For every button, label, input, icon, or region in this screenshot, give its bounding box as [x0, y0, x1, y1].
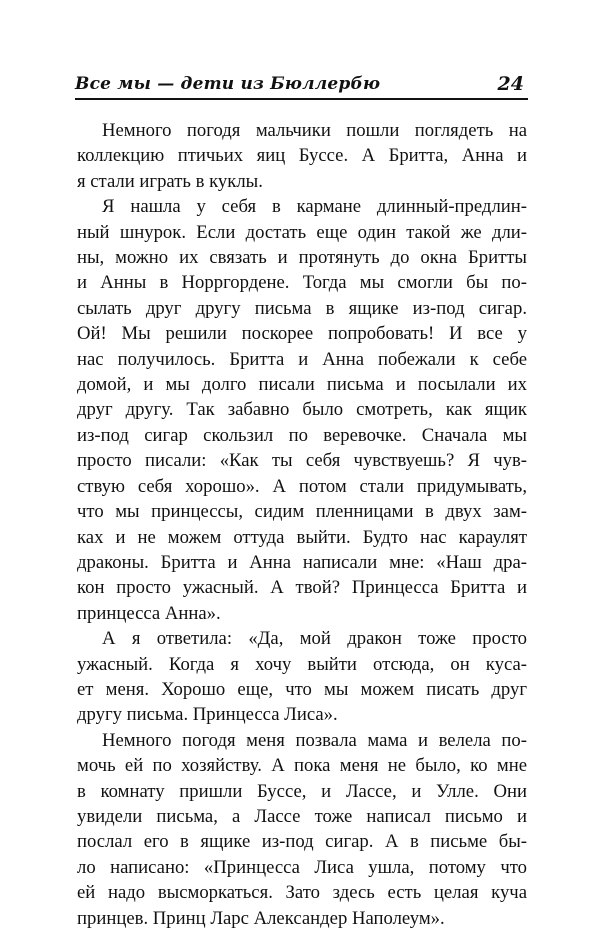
text-line: ках и не можем оттуда выйти. Будто нас караулят: [77, 526, 527, 548]
text-line: ный шнурок. Если достать еще один такой же дли-: [77, 221, 527, 243]
text-line: ло написано: «Принцесса Лиса ушла, потому что: [77, 856, 527, 878]
paragraph: [77, 194, 527, 626]
text-line: сылать друг другу письма в ящике из-под сигар.: [77, 297, 527, 319]
text-line: другу письма. Принцесса Лиса».: [77, 704, 338, 726]
text-line: Немного погодя меня позвала мама и велела по-: [102, 729, 527, 751]
text-line: нас получилось. Бритта и Анна побежали к себе: [77, 348, 527, 370]
text-line: и Анны в Норргордене. Тогда мы смогли бы по-: [77, 272, 527, 294]
text-line: ствую себя хорошо». А потом стали придумывать,: [77, 475, 527, 497]
header-rule: [75, 98, 528, 100]
text-line: коллекцию птичьих яиц Буссе. А Бритта, Анна и: [77, 145, 527, 167]
text-line: Ой! Мы решили поскорее попробовать! И все у: [77, 323, 527, 345]
running-title: Все мы — дети из Бюллербю: [75, 74, 381, 94]
page-number: 24: [497, 73, 524, 95]
text-line: из-под сигар скользил по веревочке. Сначала мы: [77, 424, 527, 446]
text-line: домой, и мы долго писали письма и посылали их: [77, 374, 527, 396]
paragraph: [77, 728, 527, 931]
text-line: послал его в ящике из-под сигар. А в письме бы-: [77, 831, 527, 853]
text-line: просто писали: «Как ты себя чувствуешь? Я чув-: [77, 450, 527, 472]
text-line: принцесса Анна».: [77, 602, 221, 624]
paragraph: [77, 626, 527, 728]
text-line: ужасный. Когда я хочу выйти отсюда, он куса-: [77, 653, 527, 675]
text-line: ей надо высморкаться. Зато здесь есть целая куча: [77, 882, 527, 904]
text-line: ет меня. Хорошо еще, что мы можем писать друг: [77, 678, 527, 700]
text-line: что мы принцессы, сидим пленницами в двух зам-: [77, 501, 527, 523]
text-line: друг другу. Так забавно было смотреть, как ящик: [77, 399, 527, 421]
text-line: Я нашла у себя в кармане длинный-предлин-: [102, 196, 527, 218]
text-line: мочь ей по хозяйству. А пока меня не было, ко мне: [77, 755, 527, 777]
running-header: [75, 66, 528, 100]
text-line: в комнату пришли Буссе, и Лассе, и Улле. Они: [77, 780, 527, 802]
text-line: кон просто ужасный. А твой? Принцесса Бритта и: [77, 577, 527, 599]
text-line: А я ответила: «Да, мой дракон тоже просто: [102, 628, 527, 650]
text-line: драконы. Бритта и Анна написали мне: «Наш дра-: [77, 551, 527, 573]
text-line: увидели письма, а Лассе тоже написал письмо и: [77, 805, 527, 827]
text-line: я стали играть в куклы.: [77, 170, 263, 192]
text-line: принцев. Принц Ларс Александер Наполеум».: [77, 907, 445, 929]
text-line: Немного погодя мальчики пошли поглядеть на: [102, 120, 527, 141]
body-text: [77, 118, 527, 931]
paragraph: [77, 118, 527, 194]
text-line: ны, можно их связать и протянуть до окна Бритты: [77, 247, 527, 269]
